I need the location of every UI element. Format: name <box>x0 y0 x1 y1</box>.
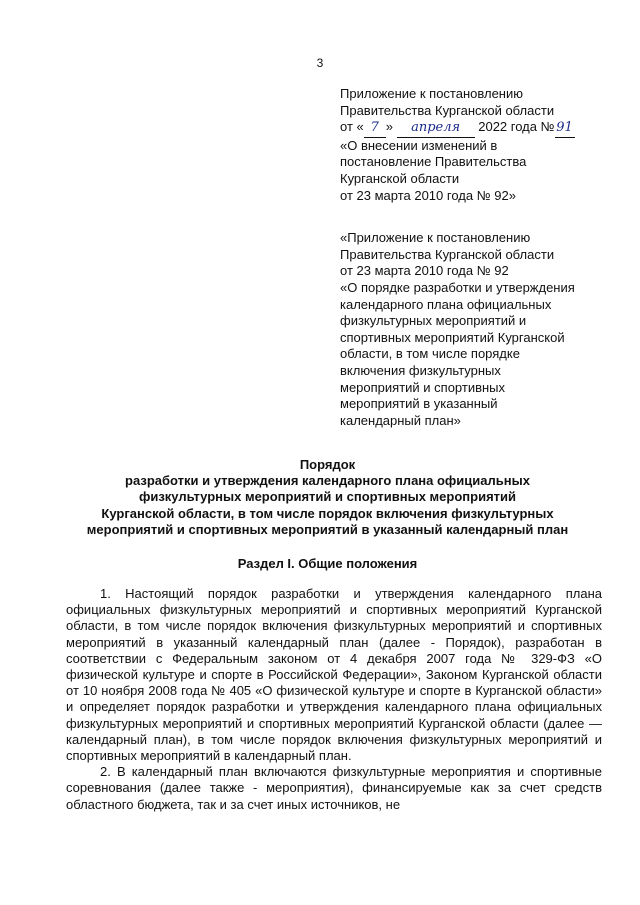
appendix-line: Курганской области <box>340 170 460 186</box>
date-year: 2022 года № <box>478 119 555 135</box>
date-prefix: от « <box>340 119 364 135</box>
handwritten-month: апреля <box>397 120 475 138</box>
title-line: разработки и утверждения календарного плана официальных <box>125 473 530 489</box>
prior-appendix-line: спортивных мероприятий Курганской <box>340 329 565 345</box>
appendix-header <box>340 86 610 429</box>
prior-appendix-line: включения физкультурных <box>340 362 501 378</box>
document-title <box>55 457 600 538</box>
prior-appendix-line: от 23 марта 2010 года № 92 <box>340 263 509 279</box>
handwritten-number: 91 <box>555 120 575 138</box>
prior-appendix-line: «О порядке разработки и утверждения <box>340 279 575 295</box>
appendix-line: постановление Правительства <box>340 154 527 170</box>
prior-appendix-line: мероприятий и спортивных <box>340 379 506 395</box>
appendix-line: Правительства Курганской области <box>340 102 555 118</box>
prior-appendix-line: «Приложение к постановлению <box>340 230 531 246</box>
appendix-line: «О внесении изменений в <box>340 137 498 153</box>
body-text <box>66 586 602 813</box>
prior-appendix-line: календарного плана официальных <box>340 296 552 312</box>
title-line: Курганской области, в том числе порядок включения физкультурных <box>101 505 554 521</box>
title-line: мероприятий и спортивных мероприятий в указанный календарный план <box>86 521 569 537</box>
appendix-line: Приложение к постановлению <box>340 86 523 101</box>
title-line: физкультурных мероприятий и спортивных мероприятий <box>138 489 517 505</box>
prior-appendix-line: календарный план» <box>340 412 461 428</box>
section-heading: Раздел I. Общие положения <box>237 556 418 571</box>
handwritten-day: 7 <box>364 120 386 138</box>
paragraph: 1. Настоящий порядок разработки и утверждения календарного плана официальных физкультурных мероприятий и спортивных мероприятий Курганской области, в том числе порядок включения физкультурных мероприятий и спортивных мероприятий в указанный календарный план (далее - Порядок), разработан в соответствии с Федеральным законом от 4 декабря 2007 года № 329-ФЗ «О физической культуре и спорте в Российской Федерации», Законом Курганской области от 10 ноября 2008 года № 405 «О физической культуре и спорте в Курганской области» и определяет порядок разработки и утверждения календарного плана официальных физкультурных мероприятий и спортивных мероприятий Курганской области (далее — календарный план), в том числе порядок включения физкультурных мероприятий и спортивных мероприятий в календарный план. <box>66 586 602 764</box>
prior-appendix-line: области, в том числе порядке <box>340 346 520 362</box>
appendix-line: от 23 марта 2010 года № 92» <box>340 187 516 203</box>
paragraph: 2. В календарный план включаются физкультурные мероприятия и спортивные соревнования (далее также - мероприятия), финансируемые как за счет средств областного бюджета, так и за счет иных источников, не <box>66 764 602 812</box>
appendix-date-line <box>340 119 610 138</box>
prior-appendix-line: Правительства Курганской области <box>340 246 555 262</box>
prior-appendix-line: мероприятий в указанный <box>340 396 498 412</box>
page-number: 3 <box>316 56 324 70</box>
title-line: Порядок <box>299 457 356 472</box>
prior-appendix-line: физкультурных мероприятий и <box>340 313 527 329</box>
date-sep: » <box>385 119 393 135</box>
